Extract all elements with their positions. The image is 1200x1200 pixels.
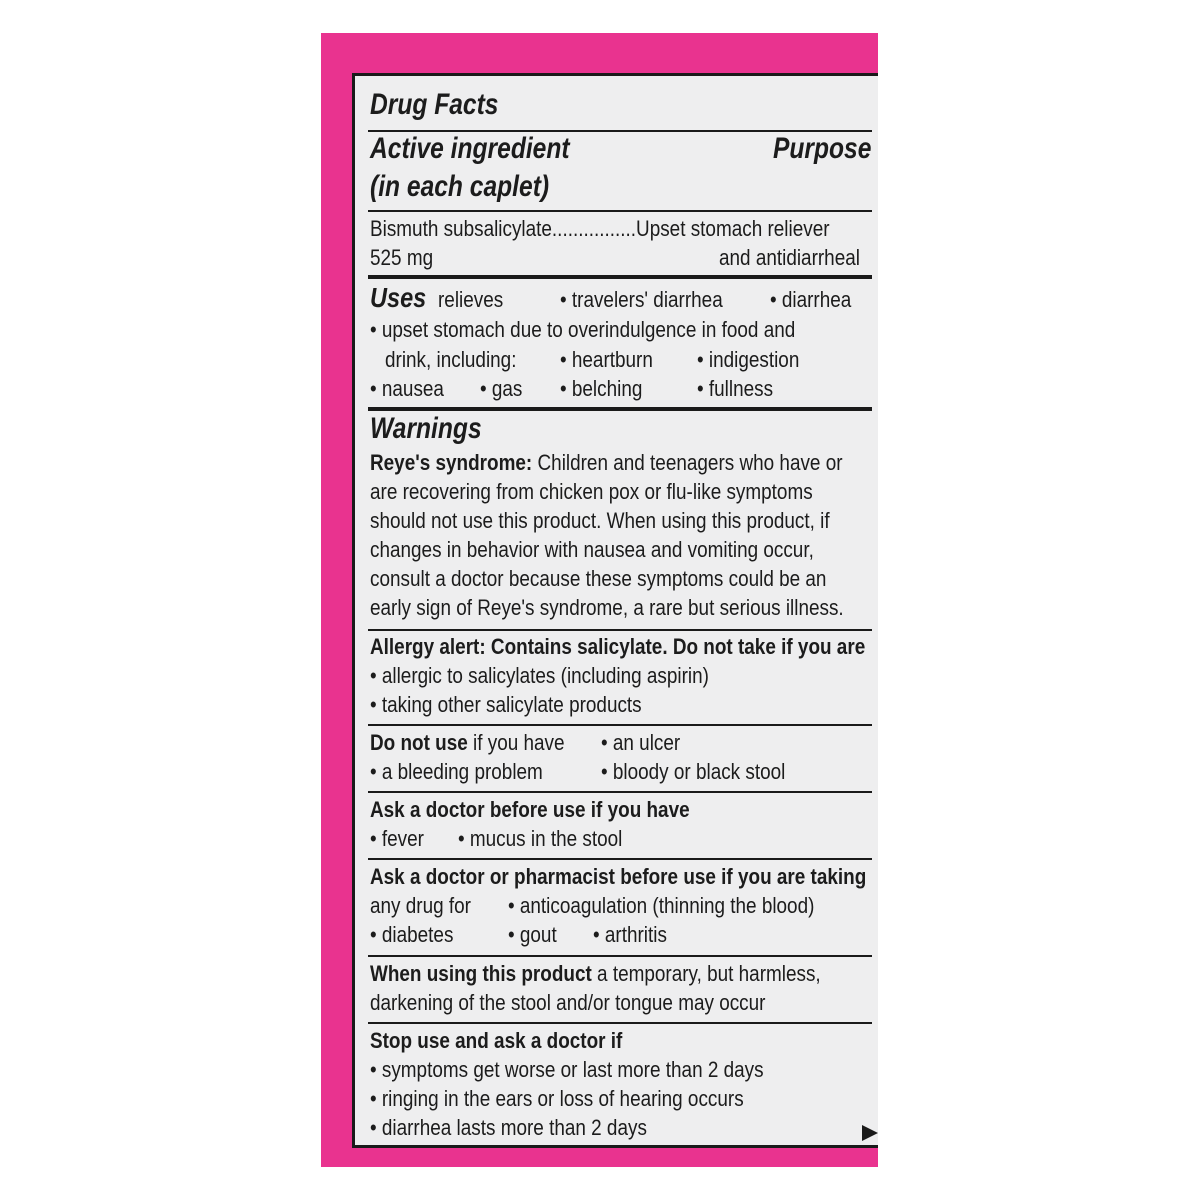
uses-item-gas: • gas [480,376,523,401]
allergy-item-other-products: • taking other salicylate products [370,692,642,717]
do-not-use-label: Do not use [370,730,468,755]
do-not-use-item-bleeding: • a bleeding problem [370,759,543,784]
reyes-syndrome-line-1 [370,452,843,474]
ask-pharmacist-item-anticoagulation: • anticoagulation (thinning the blood) [508,893,815,918]
ask-doctor-heading: Ask a doctor before use if you have [370,797,690,822]
reyes-syndrome-line-5: consult a doctor because these symptoms could be an [370,566,827,591]
uses-item-upset-stomach-cont: drink, including: [385,347,517,372]
ask-pharmacist-heading: Ask a doctor or pharmacist before use if you are taking [370,864,867,889]
divider [368,629,872,631]
reyes-syndrome-line-2: are recovering from chicken pox or flu-like symptoms [370,479,813,504]
do-not-use-item-stool: • bloody or black stool [601,759,786,784]
divider [368,724,872,726]
uses-item-diarrhea: • diarrhea [770,287,852,312]
ingredient-name: Bismuth subsalicylate [370,216,552,241]
drug-facts-content [368,76,872,1145]
uses-item-travelers-diarrhea: • travelers' diarrhea [560,287,723,312]
when-using-line-2: darkening of the stool and/or tongue may occur [370,990,766,1015]
stop-use-item-diarrhea: • diarrhea lasts more than 2 days [370,1115,647,1140]
ingredient-name-row [370,218,830,240]
allergy-item-salicylates: • allergic to salicylates (including aspirin) [370,663,709,688]
ingredient-amount: 525 mg [370,245,434,270]
drug-facts-title: Drug Facts [370,88,499,121]
reyes-syndrome-line-6: early sign of Reye's syndrome, a rare but serious illness. [370,595,844,620]
reyes-syndrome-line-3: should not use this product. When using this product, if [370,508,830,533]
reyes-syndrome-text: Children and teenagers who have or [537,450,843,475]
reyes-syndrome-label: Reye's syndrome: [370,450,533,475]
warnings-heading: Warnings [370,412,482,445]
ask-doctor-item-fever: • fever [370,826,424,851]
divider [368,1022,872,1024]
uses-item-nausea: • nausea [370,376,444,401]
when-using-label: When using this product [370,961,592,986]
uses-heading: Uses [370,282,427,313]
ask-pharmacist-item-arthritis: • arthritis [593,922,667,947]
stop-use-item-symptoms: • symptoms get worse or last more than 2 days [370,1057,764,1082]
purpose-heading: Purpose [773,132,872,165]
do-not-use-intro: if you have [473,730,565,755]
ask-doctor-item-mucus: • mucus in the stool [458,826,623,851]
stop-use-heading: Stop use and ask a doctor if [370,1028,623,1053]
do-not-use-item-ulcer: • an ulcer [601,730,681,755]
right-triangle-arrow-icon [862,1125,878,1141]
ask-pharmacist-item-diabetes: • diabetes [370,922,454,947]
when-using-text: a temporary, but harmless, [597,961,821,986]
active-ingredient-heading: Active ingredient [370,132,570,165]
section-divider [368,407,872,411]
active-ingredient-subheading: (in each caplet) [370,170,550,203]
ask-pharmacist-item-gout: • gout [508,922,557,947]
uses-item-heartburn: • heartburn [560,347,653,372]
uses-intro: relieves [438,287,504,312]
section-divider [368,275,872,279]
uses-item-fullness: • fullness [697,376,774,401]
ask-pharmacist-intro: any drug for [370,893,471,918]
divider [368,791,872,793]
purpose-line-2: and antidiarrheal [719,245,860,270]
divider [368,858,872,860]
when-using-line-1 [370,963,821,985]
uses-item-indigestion: • indigestion [697,347,800,372]
reyes-syndrome-line-4: changes in behavior with nausea and vomiting occur, [370,537,814,562]
allergy-alert: Allergy alert: Contains salicylate. Do not take if you are [370,634,866,659]
uses-item-upset-stomach: • upset stomach due to overindulgence in food and [370,317,796,342]
divider [368,955,872,957]
stop-use-item-ringing: • ringing in the ears or loss of hearing occurs [370,1086,744,1111]
do-not-use-line [370,732,565,754]
ingredient-leader: ................ [551,216,637,241]
drug-facts-panel [352,73,878,1148]
divider [368,210,872,212]
purpose-line-1: Upset stomach reliever [636,216,830,241]
uses-item-belching: • belching [560,376,643,401]
